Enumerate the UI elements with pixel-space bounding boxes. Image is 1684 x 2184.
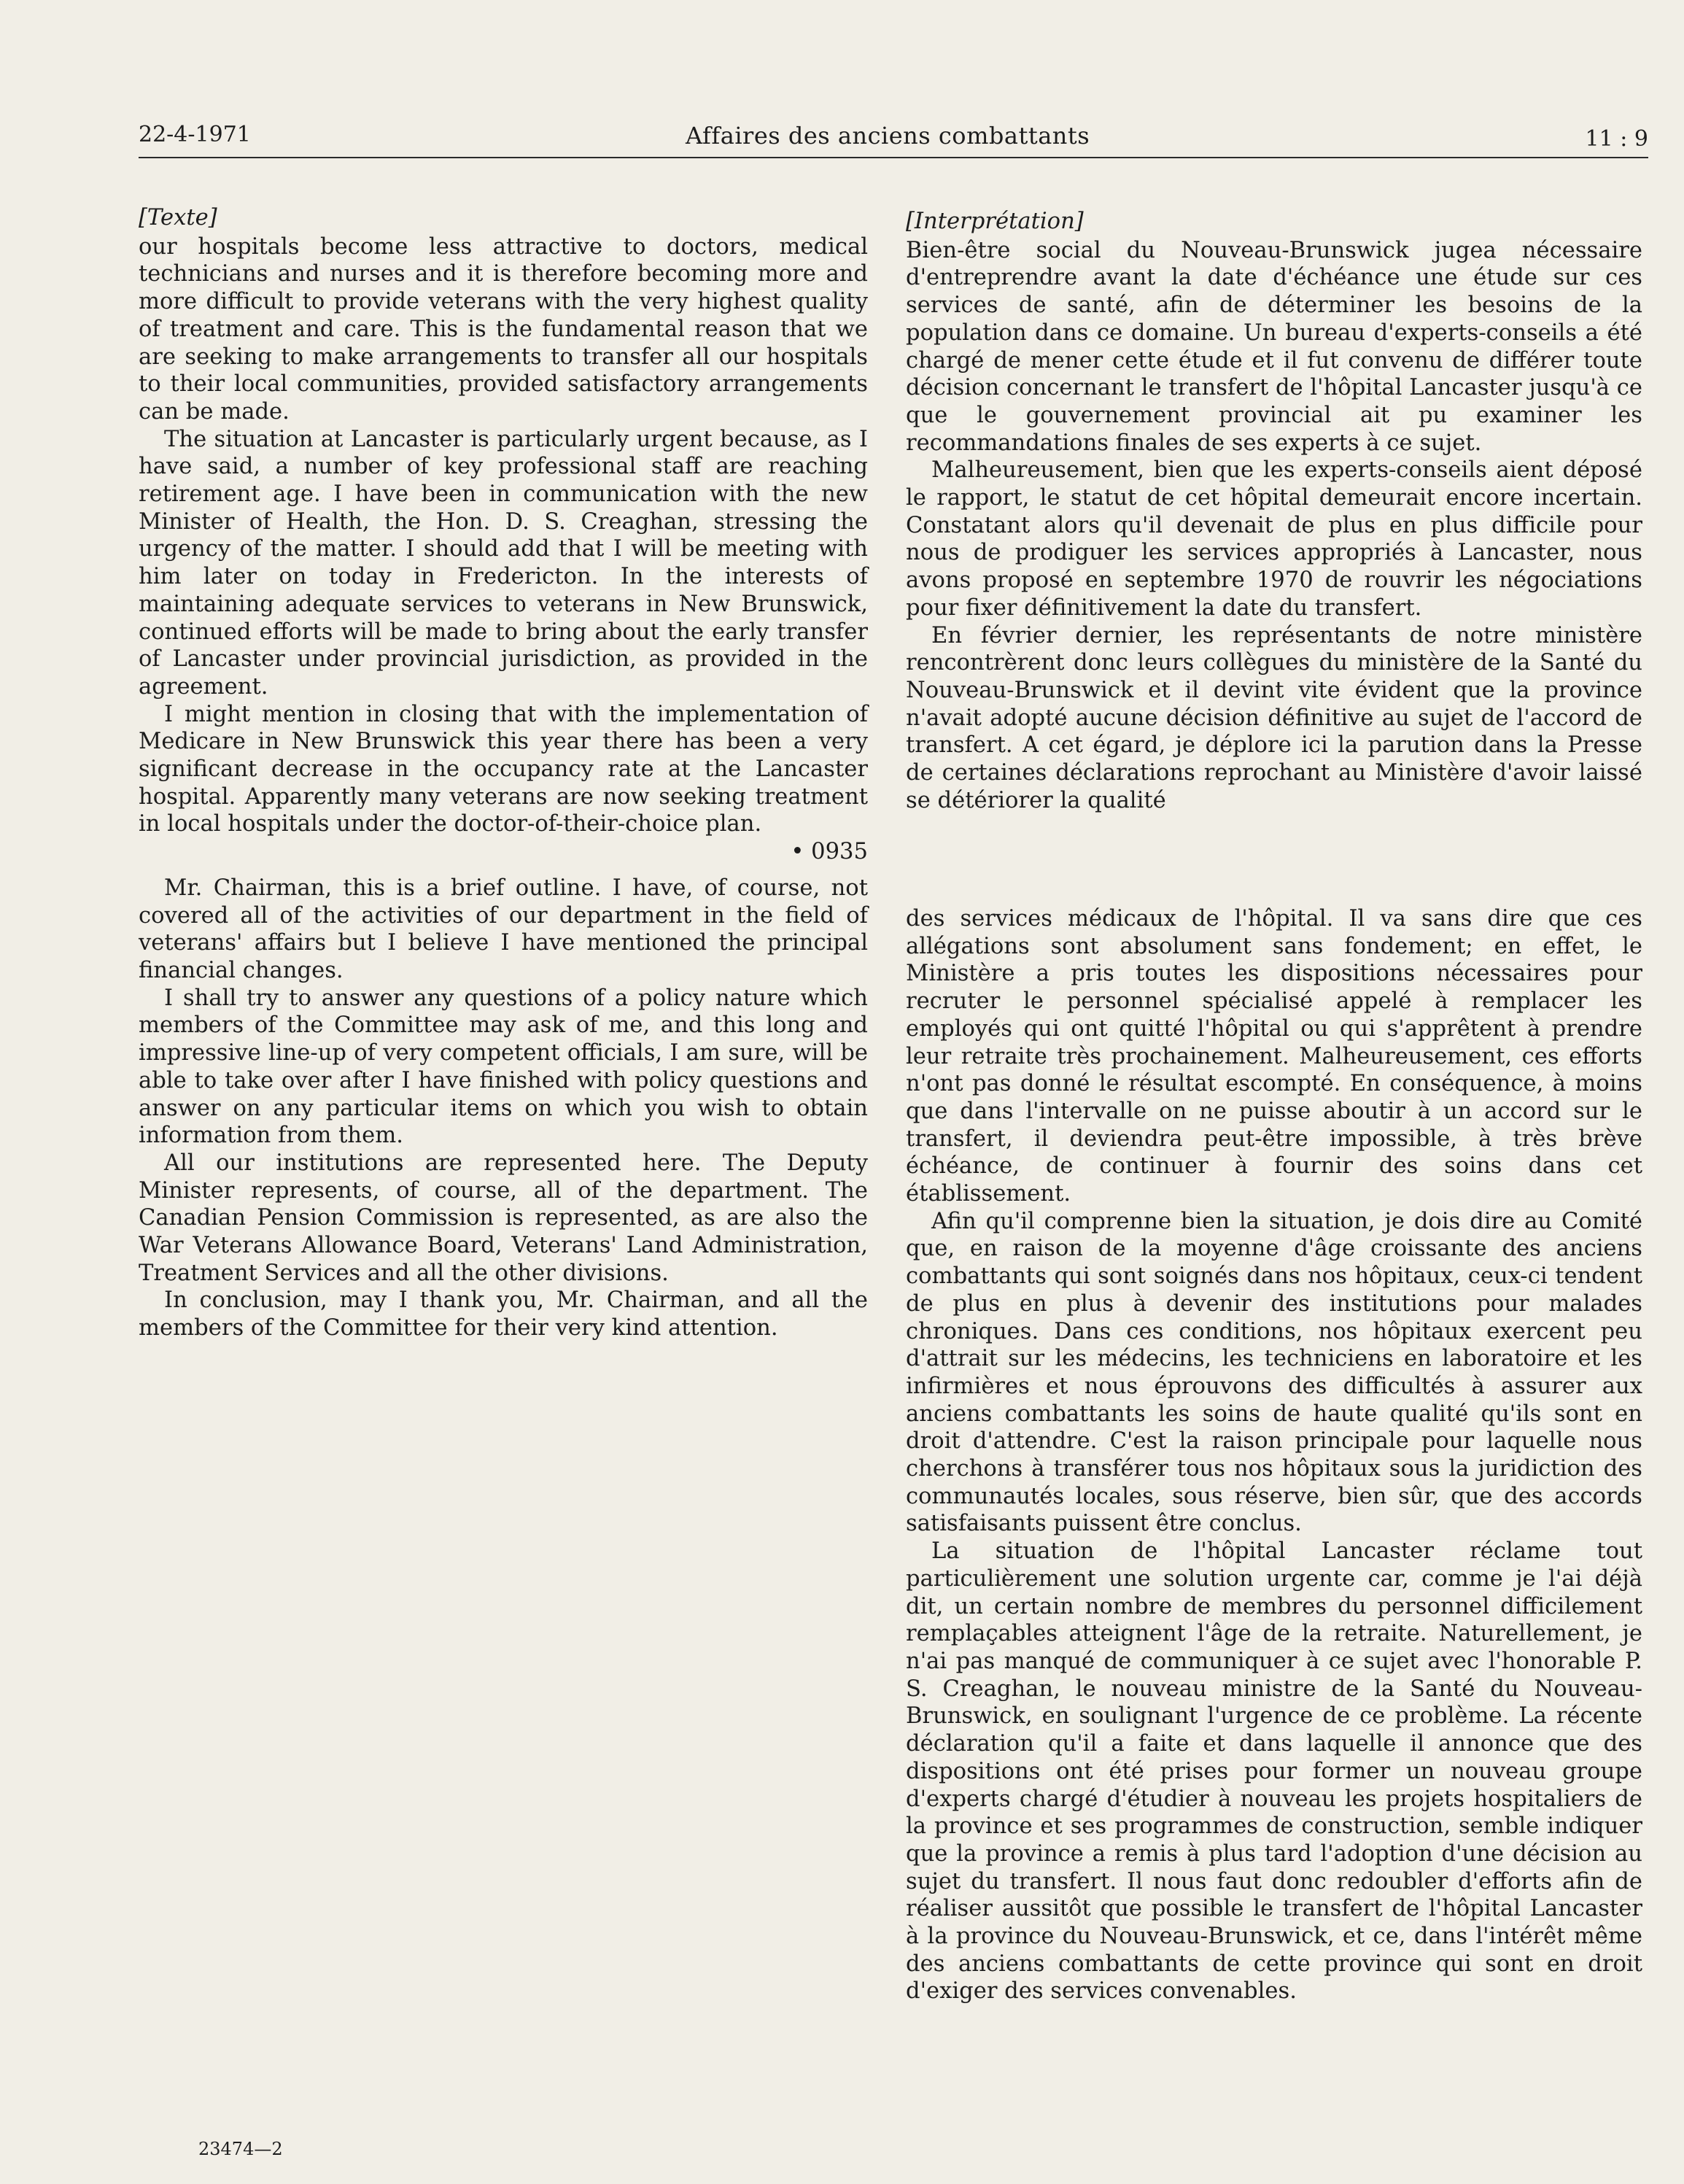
paragraph: I shall try to answer any questions of a policy nature which members of the Committee may ask of me, and this long and impressive line-up of very competent officials, I am sure, will be able to take over after I have finished with policy questions and answer on any particular items on which you wish to obtain information from them. [139,985,868,1149]
language-tag-interpretation: [Interprétation] [906,209,1084,234]
paragraph: I might mention in closing that with the implementation of Medicare in New Brunswick this year there has been a very significant decrease in the occupancy rate at the Lancaster hospital. Apparently many veterans are now seeking treatment in local hospitals under the doctor-of-their-choice plan. [139,701,868,837]
paragraph: Malheureusement, bien que les experts-conseils aient déposé le rapport, le statut de cet hôpital demeurait encore incertain. Constatant alors qu'il devenait de plus en plus difficile pour nous de prodiguer les services appropriés à Lancaster, nous avons proposé en septembre 1970 de rouvrir les négociations pour fixer définitivement la date du transfert. [906,457,1642,621]
paragraph: The situation at Lancaster is particularly urgent because, as I have said, a number of key professional staff are reaching retirement age. I have been in communication with the new Minister of Health, the Hon. D. S. Creaghan, stressing the urgency of the matter. I should add that I will be meeting with him later on today in Fredericton. In the interests of maintaining adequate services to veterans in New Brunswick, continued efforts will be made to bring about the early transfer of Lancaster under provincial jurisdiction, as provided in the agreement. [139,426,868,700]
header-title: Affaires des anciens combattants [686,122,1090,150]
paragraph: En février dernier, les représentants de notre ministère rencontrèrent donc leurs collègues du ministère de la Santé du Nouveau-Brunswick et il devint vite évident que la province n'avait adopté aucune décision définitive au sujet de l'accord de transfert. A cet égard, je déplore ici la parution dans la Presse de certaines déclarations reprochant au Ministère d'avoir laissé se détériorer la qualité [906,622,1642,813]
language-tag-texte: [Texte] [139,205,217,231]
time-marker: • 0935 [791,839,868,865]
paragraph: In conclusion, may I thank you, Mr. Chairman, and all the members of the Committee for their very kind attention. [139,1287,868,1341]
left-column-english [139,204,868,1342]
right-column-french-top [906,208,1642,814]
paragraph: Bien-être social du Nouveau-Brunswick jugea nécessaire d'entreprendre avant la date d'échéance une étude sur ces services de santé, afin de déterminer les besoins de la population dans ce domaine. Un bureau d'experts-conseils a été chargé de mener cette étude et il fut convenu de différer toute décision concernant le transfert de l'hôpital Lancaster jusqu'à ce que le gouvernement provincial ait pu examiner les recommandations finales de ses experts à ce sujet. [906,237,1642,456]
header-date: 22-4-1971 [139,122,251,147]
paragraph: our hospitals become less attractive to doctors, medical technicians and nurses and it is therefore becoming more and more difficult to provide veterans with the very highest quality of treatment and care. This is the fundamental reason that we are seeking to make arrangements to transfer all our hospitals to their local communities, provided satisfactory arrangements can be made. [139,233,868,425]
right-column-french-bottom [906,905,1642,2005]
footer-code: 23474—2 [198,2139,283,2159]
page-header [139,120,1648,158]
paragraph: Afin qu'il comprenne bien la situation, je dois dire au Comité que, en raison de la moyenne d'âge croissante des anciens combattants qui sont soignés dans nos hôpitaux, ceux-ci tendent de plus en plus à devenir des institutions pour malades chroniques. Dans ces conditions, nos hôpitaux exercent peu d'attrait sur les médecins, les techniciens en laboratoire et les infirmières et nous éprouvons des difficultés à assurer aux anciens combattants les soins de haute qualité qu'ils sont en droit d'attendre. C'est la raison principale pour laquelle nous cherchons à transférer tous nos hôpitaux sous la juridiction des communautés locales, sous réserve, bien sûr, que des accords satisfaisants puissent être conclus. [906,1208,1642,1537]
paragraph: des services médicaux de l'hôpital. Il va sans dire que ces allégations sont absolument sans fondement; en effet, le Ministère a pris toutes les dispositions nécessaires pour recruter le personnel spécialisé appelé à remplacer les employés qui ont quitté l'hôpital ou qui s'apprêtent à prendre leur retraite très prochainement. Malheureusement, ces efforts n'ont pas donné le résultat escompté. En conséquence, à moins que dans l'intervalle on ne puisse aboutir à un accord sur le transfert, il deviendra peut-être impossible, à très brève échéance, de continuer à fournir des soins dans cet établissement. [906,906,1642,1207]
paragraph: All our institutions are represented here. The Deputy Minister represents, of course, all of the department. The Canadian Pension Commission is represented, as are also the War Veterans Allowance Board, Veterans' Land Administration, Treatment Services and all the other divisions. [139,1150,868,1286]
paragraph: Mr. Chairman, this is a brief outline. I have, of course, not covered all of the activities of our department in the field of veterans' affairs but I believe I have mentioned the principal financial changes. [139,875,868,983]
paragraph: La situation de l'hôpital Lancaster réclame tout particulièrement une solution urgente car, comme je l'ai déjà dit, un certain nombre de membres du personnel difficilement remplaçables atteignent l'âge de la retraite. Naturellement, je n'ai pas manqué de communiquer à ce sujet avec l'honorable P. S. Creaghan, le nouveau ministre de la Santé du Nouveau-Brunswick, en soulignant l'urgence de ce problème. La récente déclaration qu'il a faite et dans laquelle il annonce que des dispositions ont été prises pour former un nouveau groupe d'experts chargé d'étudier à nouveau les projets hospitaliers de la province et ses programmes de construction, semble indiquer que la province a remis à plus tard l'adoption d'une décision au sujet du transfert. Il nous faut donc redoubler d'efforts afin de réaliser aussitôt que possible le transfert de l'hôpital Lancaster à la province du Nouveau-Brunswick, et ce, dans l'intérêt même des anciens combattants de cette province qui sont en droit d'exiger des services convenables. [906,1538,1642,2005]
header-page-number: 11 : 9 [1585,126,1648,152]
